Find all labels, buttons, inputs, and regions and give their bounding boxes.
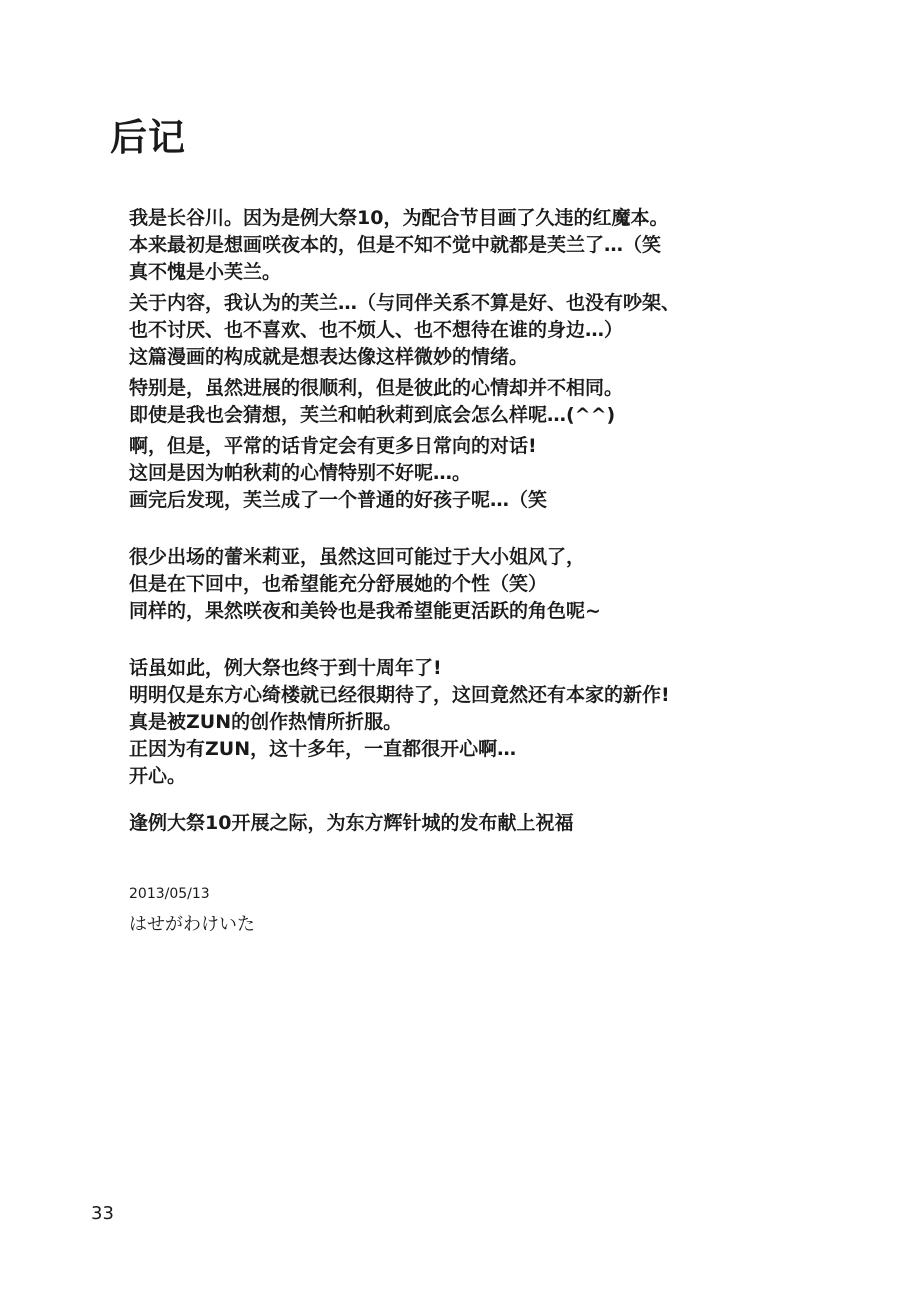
text-line: 这回是因为帕秋莉的心情特别不好呢…。 [129, 462, 472, 484]
text-line: 啊，但是，平常的话肯定会有更多日常向的对话! [129, 435, 537, 457]
afterword-body [129, 205, 829, 837]
text-line: 真是被ZUN的创作热情所折服。 [129, 711, 403, 733]
date: 2013/05/13 [129, 886, 210, 902]
paragraph-1 [129, 205, 829, 286]
paragraph-4 [129, 433, 829, 514]
text-line: 真不愧是小芙兰。 [129, 261, 282, 283]
text-line: 开心。 [129, 765, 187, 787]
text-line: 话虽如此，例大祭也终于到十周年了! [129, 657, 442, 679]
page-number: 33 [91, 1203, 114, 1224]
paragraph-3 [129, 375, 829, 429]
text-line: 即使是我也会猜想，芙兰和帕秋莉到底会怎么样呢…(^^) [129, 404, 616, 426]
text-line: 正因为有ZUN，这十多年，一直都很开心啊… [129, 738, 517, 760]
text-line: 关于内容，我认为的芙兰…（与同伴关系不算是好、也没有吵架、 [129, 292, 681, 314]
text-line: 画完后发现，芙兰成了一个普通的好孩子呢…（笑 [129, 489, 548, 511]
text-line: 很少出场的蕾米莉亚，虽然这回可能过于大小姐风了， [129, 546, 586, 568]
text-line: 特别是，虽然进展的很顺利，但是彼此的心情却并不相同。 [129, 377, 624, 399]
text-line: 但是在下回中，也希望能充分舒展她的个性（笑） [129, 573, 548, 595]
author-signature: はせがわけいた [129, 914, 255, 935]
text-line: 本来最初是想画咲夜本的，但是不知不觉中就都是芙兰了…（笑 [129, 234, 662, 256]
paragraph-2 [129, 290, 829, 371]
text-line: 也不讨厌、也不喜欢、也不烦人、也不想待在谁的身边…） [129, 319, 624, 341]
text-line: 这篇漫画的构成就是想表达像这样微妙的情绪。 [129, 346, 529, 368]
paragraph-6 [129, 655, 829, 790]
text-line: 同样的，果然咲夜和美铃也是我希望能更活跃的角色呢~ [129, 600, 601, 622]
text-line: 我是长谷川。因为是例大祭10，为配合节目画了久违的红魔本。 [129, 207, 669, 229]
page-title: 后记 [110, 116, 186, 159]
text-line: 明明仅是东方心绮楼就已经很期待了，这回竟然还有本家的新作! [129, 684, 670, 706]
closing-line: 逢例大祭10开展之际，为东方辉针城的发布献上祝福 [129, 812, 574, 834]
paragraph-5 [129, 544, 829, 625]
